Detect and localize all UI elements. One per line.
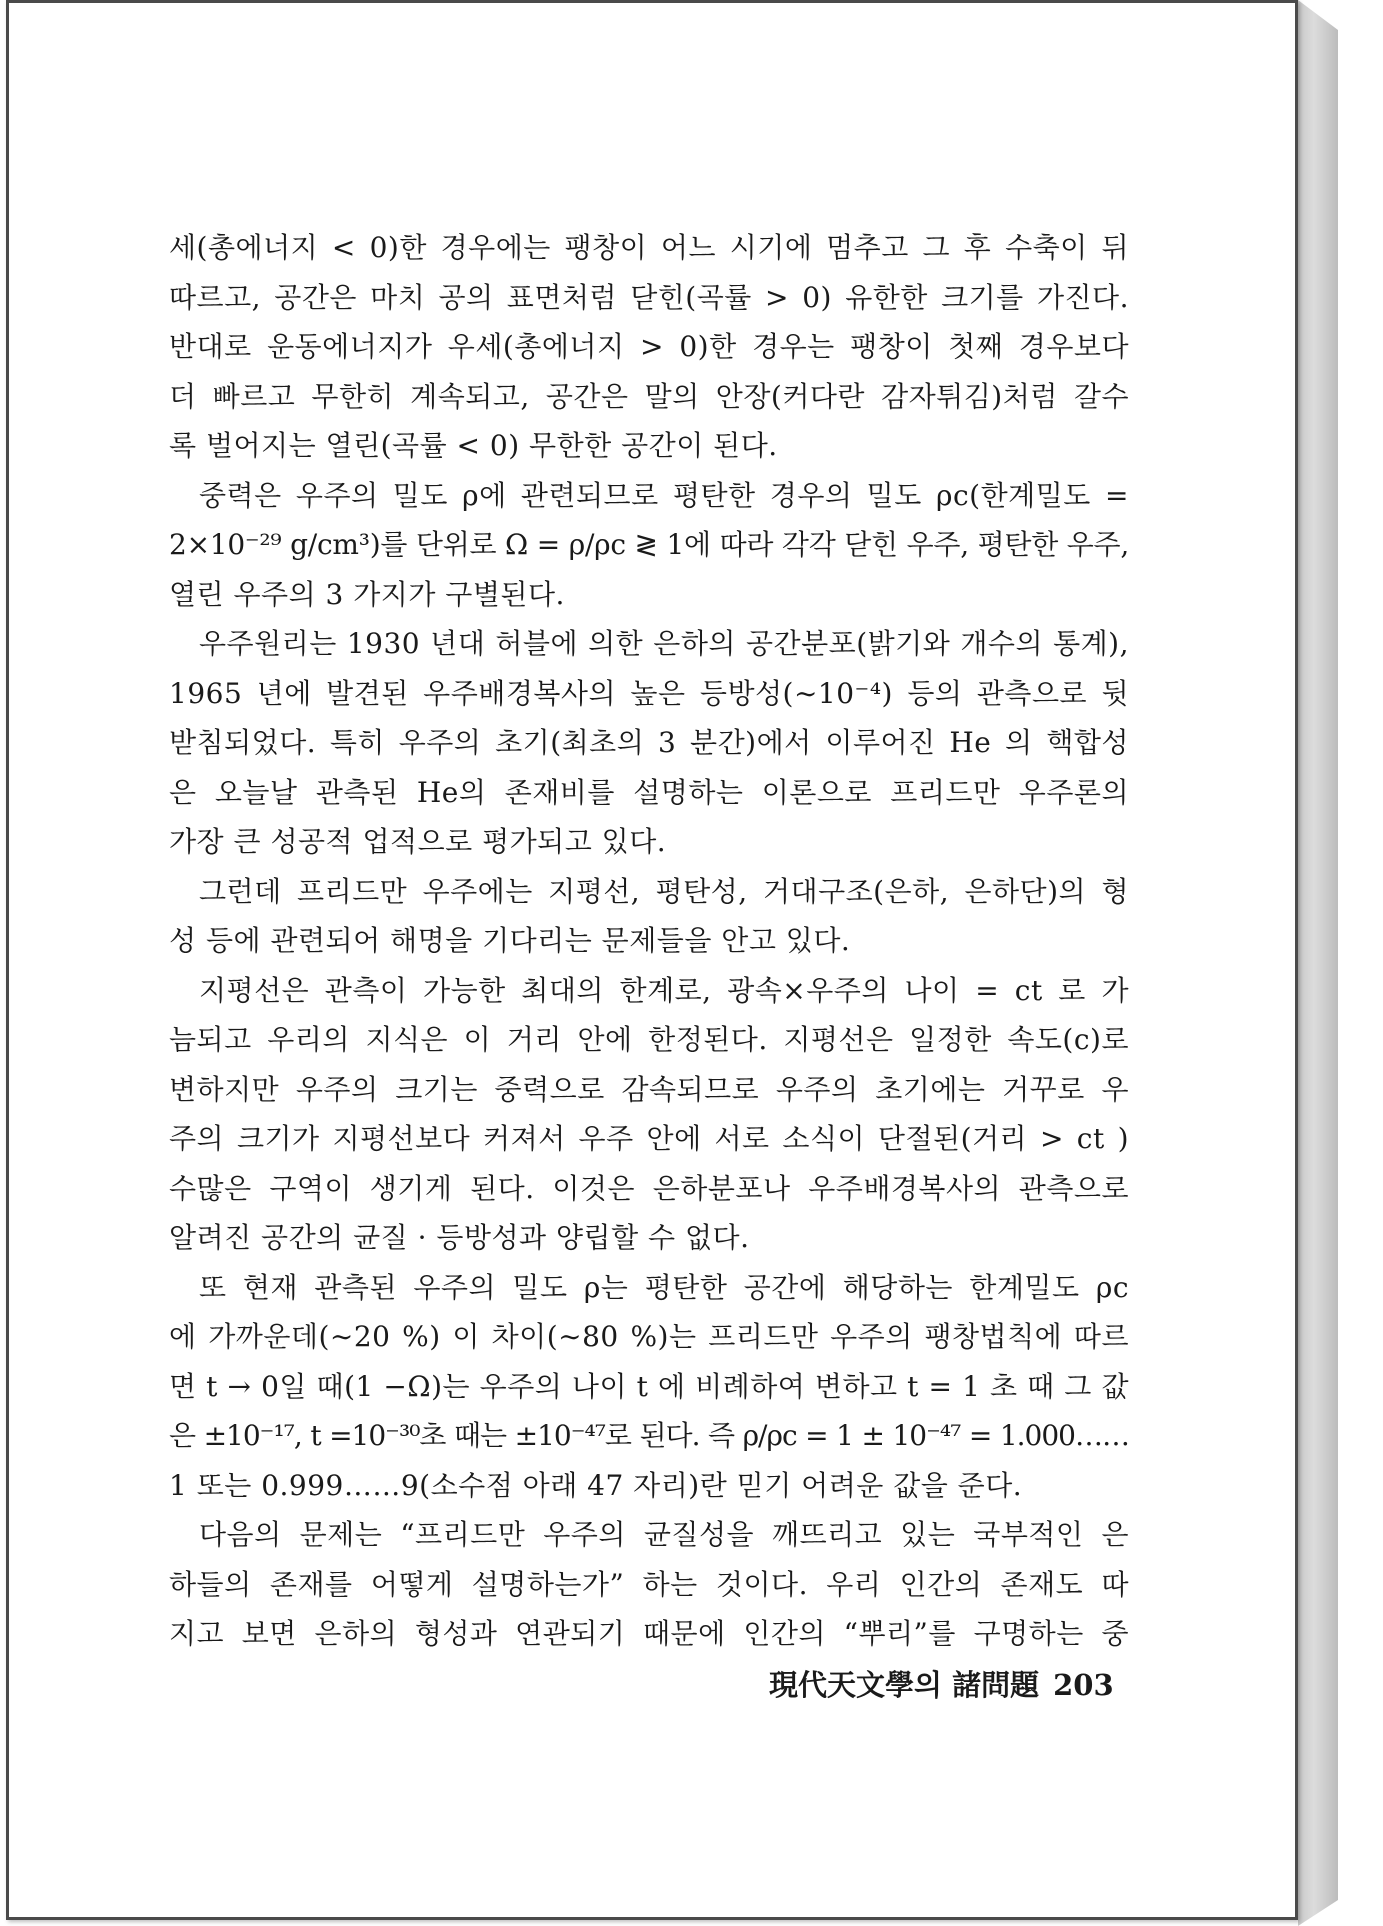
text-line: 받침되었다. 특히 우주의 초기(최초의 3 분간)에서 이루어진 He 의 핵합성 xyxy=(169,726,1129,759)
text-line: 록 벌어지는 열린(곡률 < 0) 무한한 공간이 된다. xyxy=(169,429,778,462)
text-line: 가장 큰 성공적 업적으로 평가되고 있다. xyxy=(169,825,667,858)
text-line: 반대로 운동에너지가 우세(총에너지 > 0)한 경우는 팽창이 첫째 경우보다 xyxy=(169,330,1129,363)
text-line: 열린 우주의 3 가지가 구별된다. xyxy=(169,577,565,611)
paragraph xyxy=(169,1510,1129,1659)
text-line: 다음의 문제는 “프리드만 우주의 균질성을 깨뜨리고 있는 국부적인 은 xyxy=(199,1518,1129,1551)
text-line: 1965 년에 발견된 우주배경복사의 높은 등방성(∼10⁻⁴) 등의 관측으로 뒷 xyxy=(169,676,1129,710)
text-line: 중력은 우주의 밀도 ρ에 관련되므로 평탄한 경우의 밀도 ρc(한계밀도 = xyxy=(199,478,1129,512)
paragraph xyxy=(169,966,1129,1263)
text-line: 은 ±10⁻¹⁷, t =10⁻³⁰초 때는 ±10⁻⁴⁷로 된다. 즉 ρ/ρc = 1 ± 10⁻⁴⁷ = 1.000…… xyxy=(169,1419,1129,1452)
text-line: 따르고, 공간은 마치 공의 표면처럼 닫힌(곡률 > 0) 유한한 크기를 가진다. xyxy=(169,280,1129,314)
paragraph xyxy=(169,223,1129,471)
text-line: 수많은 구역이 생기게 된다. 이것은 은하분포나 우주배경복사의 관측으로 xyxy=(169,1171,1129,1205)
text-line: 또 현재 관측된 우주의 밀도 ρ는 평탄한 공간에 해당하는 한계밀도 ρc xyxy=(199,1270,1129,1304)
paragraph xyxy=(169,867,1129,966)
text-line: 주의 크기가 지평선보다 커져서 우주 안에 서로 소식이 단절된(거리 > ct ) xyxy=(169,1122,1129,1155)
book-page xyxy=(6,0,1298,1920)
text-line: 은 오늘날 관측된 He의 존재비를 설명하는 이론으로 프리드만 우주론의 xyxy=(169,775,1129,809)
text-line: 변하지만 우주의 크기는 중력으로 감속되므로 우주의 초기에는 거꾸로 우 xyxy=(169,1072,1129,1106)
text-line: 1 또는 0.999……9(소수점 아래 47 자리)란 믿기 어려운 값을 준다. xyxy=(169,1468,1023,1502)
text-line: 알려진 공간의 균질 · 등방성과 양립할 수 없다. xyxy=(169,1221,750,1254)
text-line: 더 빠르고 무한히 계속되고, 공간은 말의 안장(커다란 감자튀김)처럼 갈수 xyxy=(169,379,1129,413)
text-line: 하들의 존재를 어떻게 설명하는가” 하는 것이다. 우리 인간의 존재도 따 xyxy=(169,1567,1129,1601)
text-line: 그런데 프리드만 우주에는 지평선, 평탄성, 거대구조(은하, 은하단)의 형 xyxy=(199,874,1129,908)
paragraph xyxy=(169,1263,1129,1511)
text-line: 2×10⁻²⁹ g/cm³)를 단위로 Ω = ρ/ρc ≷ 1에 따라 각각 닫힌 우주, 평탄한 우주, xyxy=(169,528,1129,561)
text-line: 우주원리는 1930 년대 허블에 의한 은하의 공간분포(밝기와 개수의 통계), xyxy=(199,627,1129,660)
body-text xyxy=(169,223,1129,1659)
page-stack-edge xyxy=(1298,0,1338,1926)
page-footer xyxy=(769,1663,1114,1704)
page-number: 203 xyxy=(1053,1668,1114,1702)
text-line: 지평선은 관측이 가능한 최대의 한계로, 광속×우주의 나이 = ct 로 가 xyxy=(199,973,1129,1007)
paragraph xyxy=(169,619,1129,867)
text-line: 면 t → 0일 때(1 −Ω)는 우주의 나이 t 에 비례하여 변하고 t = 1 초 때 그 값 xyxy=(169,1369,1129,1403)
paragraph xyxy=(169,471,1129,620)
text-line: 지고 보면 은하의 형성과 연관되기 때문에 인간의 “뿌리”를 구명하는 중 xyxy=(169,1617,1129,1650)
chapter-title: 現代天文學의 諸問題 xyxy=(769,1668,1040,1702)
text-line: 세(총에너지 < 0)한 경우에는 팽창이 어느 시기에 멈추고 그 후 수축이 뒤 xyxy=(169,231,1129,264)
text-line: 에 가까운데(∼20 %) 이 차이(∼80 %)는 프리드만 우주의 팽창법칙에 따르 xyxy=(169,1320,1129,1353)
text-line: 늠되고 우리의 지식은 이 거리 안에 한정된다. 지평선은 일정한 속도(c)로 xyxy=(169,1023,1129,1056)
text-line: 성 등에 관련되어 해명을 기다리는 문제들을 안고 있다. xyxy=(169,924,851,957)
